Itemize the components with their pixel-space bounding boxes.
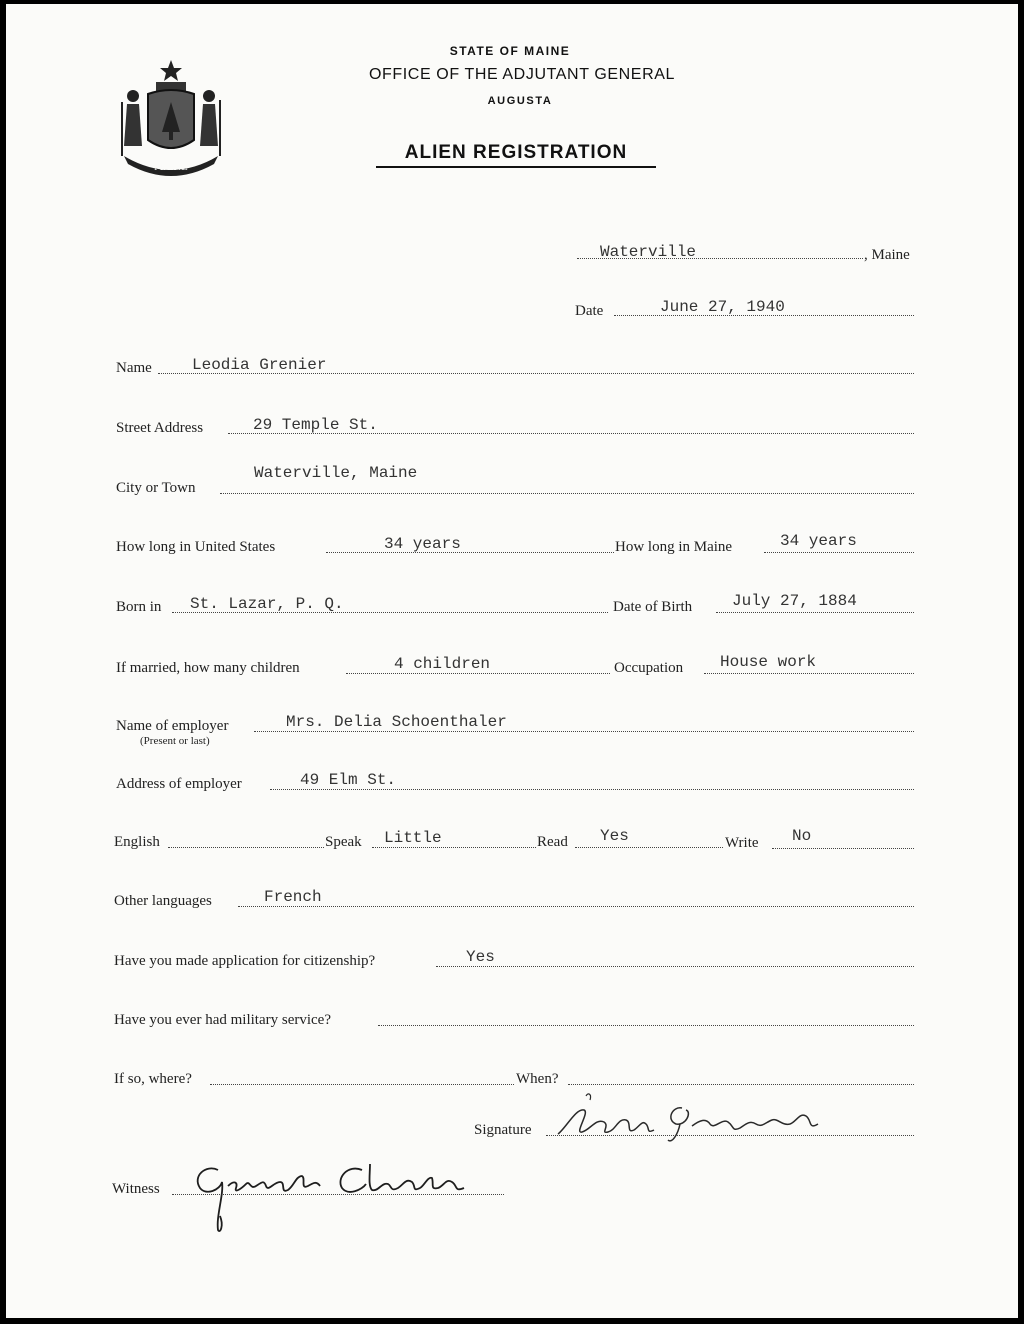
read-line xyxy=(575,847,723,848)
how-long-us-line xyxy=(326,552,614,553)
other-languages-line xyxy=(238,906,914,907)
city-value: Waterville, Maine xyxy=(254,464,418,482)
header-state: STATE OF MAINE xyxy=(449,44,571,58)
citizenship-value: Yes xyxy=(466,948,495,966)
write-value: No xyxy=(792,827,812,845)
where-label: If so, where? xyxy=(114,1071,192,1087)
how-long-maine-value: 34 years xyxy=(780,532,857,550)
how-long-maine-line xyxy=(764,552,914,553)
speak-label: Speak xyxy=(325,834,362,850)
write-line xyxy=(772,848,914,849)
employer-value: Mrs. Delia Schoenthaler xyxy=(286,713,507,731)
how-long-us-label: How long in United States xyxy=(116,539,276,555)
read-label: Read xyxy=(537,834,568,850)
children-label: If married, how many children xyxy=(116,660,300,676)
witness-signature-image xyxy=(176,1156,476,1236)
when-label: When? xyxy=(516,1071,559,1087)
street-label: Street Address xyxy=(116,420,204,436)
dob-value: July 27, 1884 xyxy=(732,592,857,610)
other-languages-value: French xyxy=(264,888,322,906)
signature-image xyxy=(546,1090,846,1150)
military-line xyxy=(378,1025,914,1026)
read-value: Yes xyxy=(600,827,629,845)
occupation-value: House work xyxy=(720,653,817,671)
citizenship-label: Have you made application for citizenship? xyxy=(114,953,376,969)
date-label: Date xyxy=(575,303,604,319)
dob-label: Date of Birth xyxy=(613,599,693,615)
speak-value: Little xyxy=(384,829,442,847)
employer-address-line xyxy=(270,789,914,790)
svg-text:MAINE: MAINE xyxy=(154,163,188,173)
signature-label: Signature xyxy=(474,1122,532,1138)
military-label: Have you ever had military service? xyxy=(114,1012,331,1028)
town-value: Waterville xyxy=(600,243,697,261)
occupation-line xyxy=(704,673,914,674)
header-city: AUGUSTA xyxy=(487,95,553,107)
children-value: 4 children xyxy=(394,655,491,673)
born-in-label: Born in xyxy=(116,599,162,615)
city-label: City or Town xyxy=(116,480,196,496)
speak-line xyxy=(372,847,536,848)
how-long-maine-label: How long in Maine xyxy=(615,539,733,555)
name-label: Name xyxy=(116,360,152,376)
maine-label: , Maine xyxy=(864,247,910,263)
children-line xyxy=(346,673,610,674)
english-line xyxy=(168,847,324,848)
employer-address-label: Address of employer xyxy=(116,776,242,792)
write-label: Write xyxy=(725,835,759,851)
employer-label: Name of employer xyxy=(116,718,229,734)
form-title: ALIEN REGISTRATION xyxy=(376,142,656,168)
header-office: OFFICE OF THE ADJUTANT GENERAL xyxy=(368,66,676,83)
born-in-value: St. Lazar, P. Q. xyxy=(190,595,344,613)
employer-note: (Present or last) xyxy=(140,735,210,747)
witness-label: Witness xyxy=(112,1181,160,1197)
how-long-us-value: 34 years xyxy=(384,535,461,553)
where-line xyxy=(210,1084,514,1085)
street-value: 29 Temple St. xyxy=(253,416,378,434)
occupation-label: Occupation xyxy=(614,660,684,676)
date-value: June 27, 1940 xyxy=(660,298,785,316)
when-line xyxy=(568,1084,914,1085)
employer-address-value: 49 Elm St. xyxy=(300,771,397,789)
employer-line xyxy=(254,731,914,732)
english-label: English xyxy=(114,834,160,850)
name-value: Leodia Grenier xyxy=(192,356,327,374)
city-line xyxy=(220,493,914,494)
citizenship-line xyxy=(436,966,914,967)
dob-line xyxy=(716,612,914,613)
other-languages-label: Other languages xyxy=(114,893,212,909)
